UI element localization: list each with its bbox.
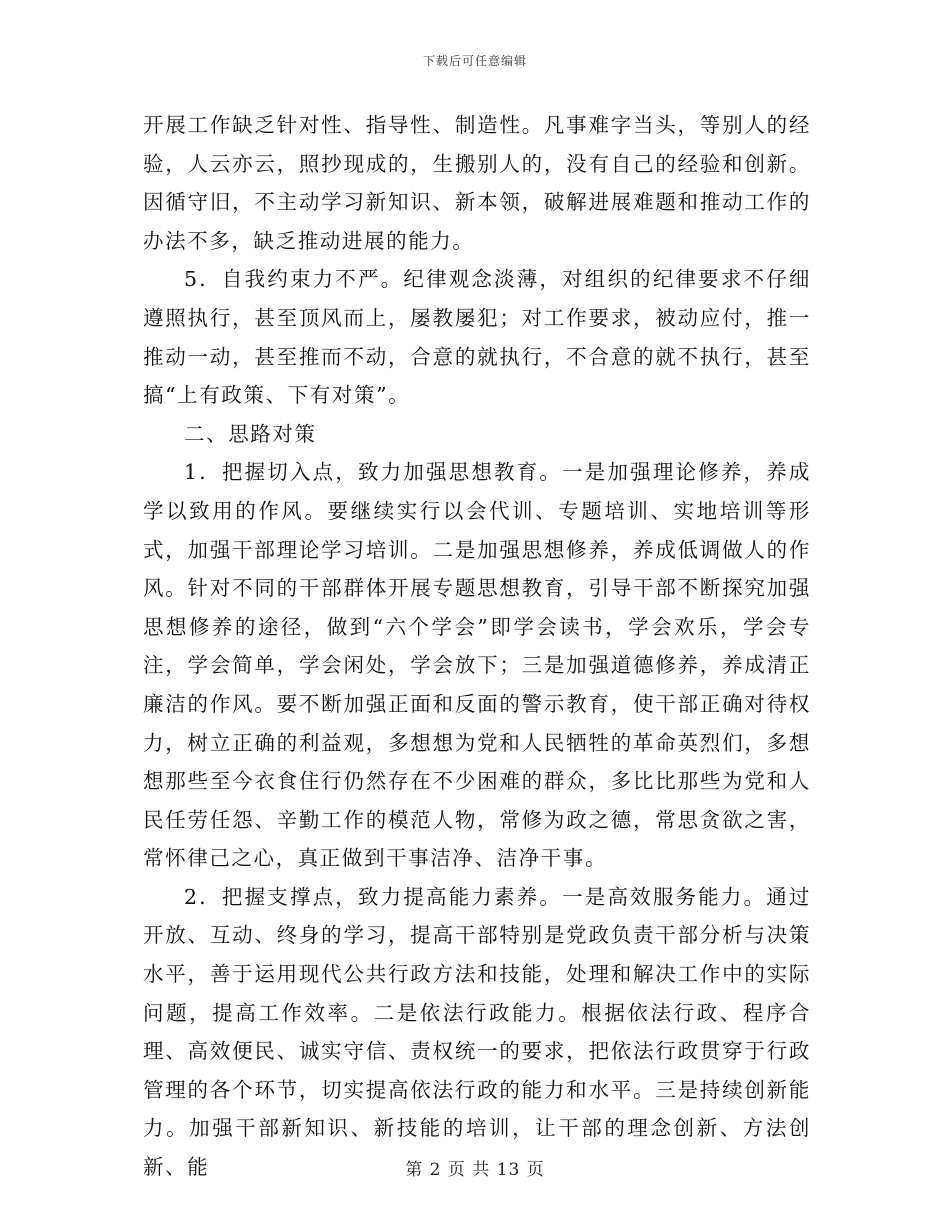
paragraph-strategy-1: 1．把握切入点，致力加强思想教育。一是加强理论修养，养成学以致用的作风。要继续实行以会代训、专题培训、实地培训等形式，加强干部理论学习培训。二是加强思想修养，养成低调做人的作风。针对不同的干部群体开展专题思想教育，引导干部不断探究加强思想修养的途径，做到“六个学会”即学会读书，学会欢乐，学会专注，学会简单，学会闲处，学会放下；三是加强道德修养，养成清正廉洁的作风。要不断加强正面和反面的警示教育，使干部正确对待权力，树立正确的利益观，多想想为党和人民牺牲的革命英烈们，多想想那些至今衣食住行仍然存在不少困难的群众，多比比那些为党和人民任劳任怨、辛勤工作的模范人物，常修为政之德，常思贪欲之害，常怀律己之心，真正做到干事洁净、洁净干事。 bbox=[143, 460, 811, 871]
paragraph-item-5: 5．自我约束力不严。纪律观念淡薄，对组织的纪律要求不仔细遵照执行，甚至顶风而上，屡教屡犯；对工作要求，被动应付，推一推动一动，甚至推而不动，合意的就执行，不合意的就不执行，甚至搞“上有政策、下有对策”。 bbox=[143, 267, 811, 408]
section-heading-2: 二、思路对策 bbox=[184, 421, 317, 446]
paragraph-continued: 开展工作缺乏针对性、指导性、制造性。凡事难字当头，等别人的经验，人云亦云，照抄现成的，生搬别人的，没有自己的经验和创新。因循守旧，不主动学习新知识、新本领，破解进展难题和推动工作的办法不多，缺乏推动进展的能力。 bbox=[143, 113, 811, 253]
page-number-footer: 第 2 页 共 13 页 bbox=[405, 1160, 545, 1180]
document-body bbox=[143, 106, 811, 1187]
paragraph-strategy-2: 2．把握支撑点，致力提高能力素养。一是高效服务能力。通过开放、互动、终身的学习，提高干部特别是党政负责干部分析与决策水平，善于运用现代公共行政方法和技能，处理和解决工作中的实际问题，提高工作效率。二是依法行政能力。根据依法行政、程序合理、高效便民、诚实守信、责权统一的要求，把依法行政贯穿于行政管理的各个环节，切实提高依法行政的能力和水平。三是持续创新能力。加强干部新知识、新技能的培训，让干部的理念创新、方法创新、能 bbox=[143, 884, 811, 1180]
page-header-note: 下载后可任意编辑 bbox=[422, 54, 527, 68]
